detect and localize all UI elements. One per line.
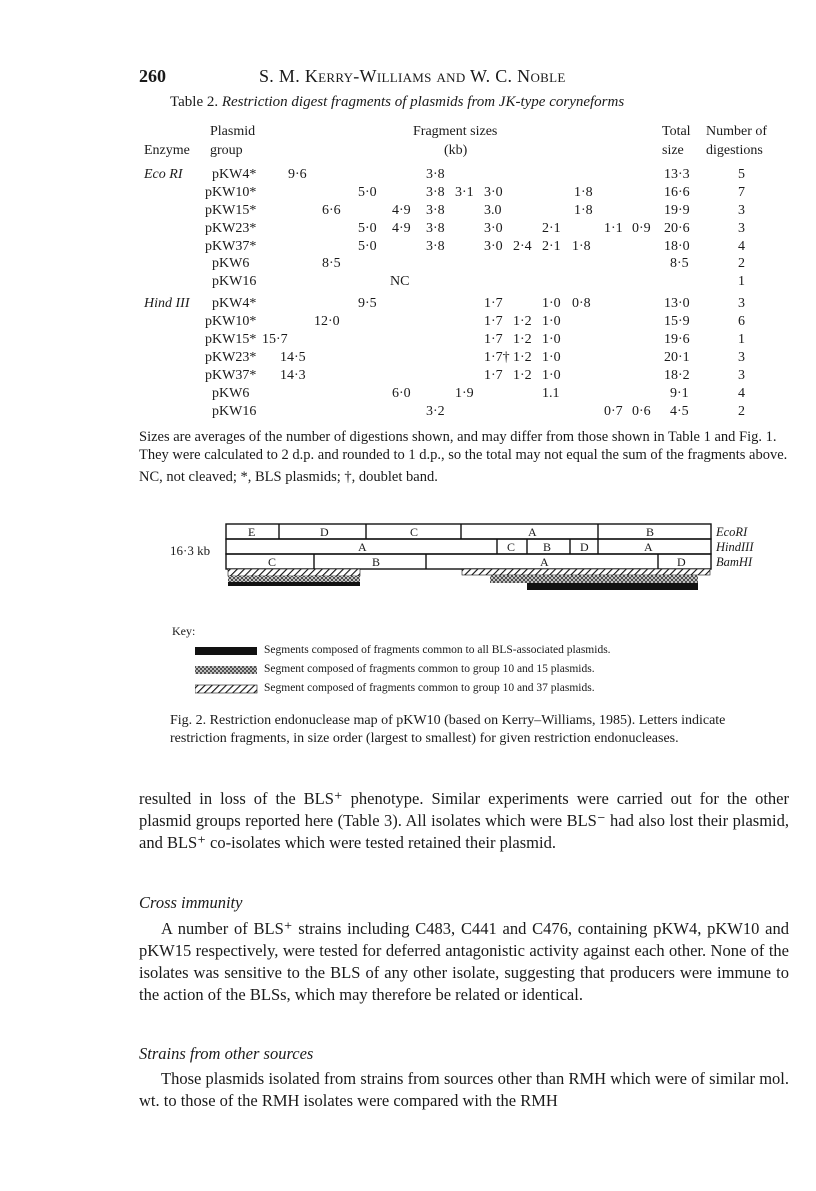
total-cell: 18·0	[664, 239, 690, 254]
fragment-cell: 1·1	[604, 221, 623, 236]
count-cell: 4	[738, 239, 745, 254]
fragment-cell: 14·5	[280, 350, 306, 365]
fragment-cell: 1·0	[542, 314, 561, 329]
hindiii-bar	[226, 539, 711, 554]
key-title: Key:	[172, 624, 196, 638]
plasmid-cell: pKW23*	[205, 350, 257, 365]
total-cell: 15·9	[664, 314, 690, 329]
fragment-cell: 1·7†	[484, 350, 510, 365]
fragment-cell: 1·0	[542, 296, 561, 311]
table-caption-prefix: Table 2.	[170, 94, 219, 110]
table-caption-title: Restriction digest fragments of plasmids from JK-type coryneforms	[221, 94, 625, 110]
section-heading: Strains from other sources	[139, 1044, 314, 1063]
fragment-cell: 9·6	[288, 167, 307, 182]
bamhi-bar	[226, 554, 711, 569]
segment-group-10-37	[462, 569, 710, 575]
fragment-cell: 3·8	[426, 185, 445, 200]
total-cell: 19·9	[664, 203, 690, 218]
fragment-cell: 1·8	[572, 239, 591, 254]
key-swatches	[195, 645, 259, 697]
fragment-cell: 3·2	[426, 404, 445, 419]
fragment-cell: 2·1	[542, 239, 561, 254]
fragment-letter: A	[358, 540, 367, 554]
fragment-cell: 1·0	[542, 368, 561, 383]
count-cell: 5	[738, 167, 745, 182]
fragment-cell: 8·5	[322, 256, 341, 271]
total-cell: 13·3	[664, 167, 690, 182]
fragment-cell: 3·0	[484, 185, 503, 200]
fragment-cell: 1·2	[513, 332, 532, 347]
total-cell: 16·6	[664, 185, 690, 200]
count-cell: 2	[738, 404, 745, 419]
header-fragment-1: Fragment sizes	[413, 124, 498, 139]
fragment-cell: 1·9	[455, 386, 474, 401]
ecori-bar	[226, 524, 711, 539]
fragment-cell: 0·6	[632, 404, 651, 419]
segment-common-all-bls	[527, 583, 698, 590]
enzyme-label: Eco RI	[144, 167, 183, 182]
plasmid-cell: pKW15*	[205, 203, 257, 218]
plasmid-cell: pKW10*	[205, 314, 257, 329]
table-caption	[170, 94, 624, 111]
table-legend-note: NC, not cleaved; *, BLS plasmids; †, doublet band.	[139, 469, 438, 485]
fragment-cell: 0·9	[632, 221, 651, 236]
plasmid-cell: pKW4*	[212, 296, 257, 311]
segment-group-10-15	[490, 575, 698, 583]
body-paragraph: resulted in loss of the BLS⁺ phenotype. Similar experiments were carried out for the other plasmid groups reported here (Table 3). All isolates which were BLS⁻ had also lost their plasmid, and BLS⁺ co-isolates which were tested retained their plasmid.	[139, 789, 789, 852]
plasmid-cell: pKW4*	[212, 167, 257, 182]
fragment-letter: C	[507, 540, 516, 554]
total-cell: 18·2	[664, 368, 690, 383]
fragment-cell: 1·7	[484, 368, 503, 383]
header-plasmid-1: Plasmid	[210, 124, 256, 139]
count-cell: 6	[738, 314, 745, 329]
segment-group-10-37	[228, 569, 360, 576]
fragment-cell: 3·0	[484, 239, 503, 254]
fragment-cell: 4·9	[392, 203, 411, 218]
segment-common-all-bls	[228, 582, 360, 586]
count-cell: 3	[738, 221, 745, 236]
figure-caption: Fig. 2. Restriction endonuclease map of pKW10 (based on Kerry–Williams, 1985). Letters indicate restriction fragments, in size order (largest to smallest) for given restriction endonucleases.	[170, 713, 726, 746]
header-total-1: Total	[662, 124, 691, 139]
count-cell: 3	[738, 203, 745, 218]
plasmid-cell: pKW23*	[205, 221, 257, 236]
fragment-letter: D	[320, 525, 329, 539]
fragment-cell: 9·5	[358, 296, 377, 311]
count-cell: 2	[738, 256, 745, 271]
key-item: Segment composed of fragments common to group 10 and 37 plasmids.	[264, 682, 595, 694]
fragment-cell: 1·0	[542, 350, 561, 365]
count-cell: 4	[738, 386, 745, 401]
fragment-letter: E	[248, 525, 256, 539]
fragment-cell: 15·7	[262, 332, 288, 347]
fragment-cell: 5·0	[358, 221, 377, 236]
count-cell: 3	[738, 350, 745, 365]
fragment-letter: A	[528, 525, 537, 539]
fragment-cell: 3·8	[426, 221, 445, 236]
total-cell: 9·1	[670, 386, 689, 401]
count-cell: 3	[738, 296, 745, 311]
plasmid-cell: pKW6	[212, 256, 250, 271]
enzyme-row-label: EcoRI	[716, 525, 748, 539]
fragment-cell: 1·0	[542, 332, 561, 347]
fragment-cell: 3·0	[484, 221, 503, 236]
fragment-cell: 1·7	[484, 314, 503, 329]
fragment-letter: D	[580, 540, 589, 554]
total-cell: 20·1	[664, 350, 690, 365]
fragment-cell: 2·1	[542, 221, 561, 236]
fragment-cell: 1·7	[484, 296, 503, 311]
enzyme-label: Hind III	[144, 296, 190, 311]
fragment-cell: NC	[390, 274, 410, 289]
header-total-2: size	[662, 143, 684, 158]
count-cell: 1	[738, 332, 745, 347]
segment-group-10-15	[228, 576, 360, 582]
fragment-cell: 6·0	[392, 386, 411, 401]
total-cell: 13·0	[664, 296, 690, 311]
fragment-cell: 0·8	[572, 296, 591, 311]
total-cell: 19·6	[664, 332, 690, 347]
count-cell: 1	[738, 274, 745, 289]
fragment-cell: 5·0	[358, 185, 377, 200]
fragment-cell: 12·0	[314, 314, 340, 329]
body-paragraph: Those plasmids isolated from strains from sources other than RMH which were of similar mol. wt. to those of the RMH isolates were compared with the RMH	[139, 1069, 789, 1110]
header-plasmid-2: group	[210, 143, 243, 158]
plasmid-cell: pKW37*	[205, 239, 257, 254]
key-item: Segment composed of fragments common to group 10 and 15 plasmids.	[264, 663, 595, 675]
plasmid-cell: pKW37*	[205, 368, 257, 383]
plasmid-cell: pKW6	[212, 386, 250, 401]
total-cell: 4·5	[670, 404, 689, 419]
fragment-cell: 3·1	[455, 185, 474, 200]
fragment-cell: 1.1	[542, 386, 560, 401]
fragment-cell: 3·8	[426, 239, 445, 254]
page-number: 260	[139, 66, 166, 86]
enzyme-row-label: BamHI	[716, 555, 753, 569]
section-heading: Cross immunity	[139, 893, 243, 912]
plasmid-cell: pKW16	[212, 274, 257, 289]
plasmid-size-label: 16·3 kb	[170, 543, 211, 558]
fragment-cell: 1·2	[513, 314, 532, 329]
fragment-cell: 4·9	[392, 221, 411, 236]
fragment-cell: 3·8	[426, 203, 445, 218]
running-title: S. M. Kerry-Williams and W. C. Noble	[259, 66, 566, 86]
count-cell: 3	[738, 368, 745, 383]
table-footnote: Sizes are averages of the number of digestions shown, and may differ from those shown in Table 1 and Fig. 1. They were calculated to 2 d.p. and rounded to 1 d.p., so the total may not equal the sum of the fragments above.	[139, 429, 788, 463]
fragment-cell: 14·3	[280, 368, 306, 383]
fragment-letter: B	[543, 540, 552, 554]
plasmid-cell: pKW16	[212, 404, 257, 419]
key-swatch-hatch	[195, 685, 257, 693]
page-header	[139, 66, 779, 92]
fragment-letter: B	[372, 555, 381, 569]
fragment-cell: 1·2	[513, 350, 532, 365]
fragment-letter: B	[646, 525, 655, 539]
fragment-cell: 1·7	[484, 332, 503, 347]
fragment-letter: A	[644, 540, 653, 554]
fragment-cell: 5·0	[358, 239, 377, 254]
fragment-cell: 3.0	[484, 203, 502, 218]
body-paragraph: A number of BLS⁺ strains including C483, C441 and C476, containing pKW4, pKW10 and pKW15 respectively, were tested for deferred antagonistic activity against each other. None of the isolates was sensitive to the BLS of any other isolate, suggesting that producers were immune to the action of the BLSs, which may therefore be related or identical.	[139, 919, 789, 1004]
fragment-cell: 3·8	[426, 167, 445, 182]
header-enzyme: Enzyme	[144, 143, 190, 158]
fragment-cell: 1·8	[574, 185, 593, 200]
count-cell: 7	[738, 185, 745, 200]
fragment-cell: 0·7	[604, 404, 623, 419]
fragment-letter: D	[677, 555, 686, 569]
key-item: Segments composed of fragments common to all BLS-associated plasmids.	[264, 644, 611, 656]
fragment-cell: 1·8	[574, 203, 593, 218]
fragment-letter: A	[540, 555, 549, 569]
header-number-1: Number of	[706, 124, 768, 139]
header-fragment-2: (kb)	[444, 143, 468, 158]
enzyme-row-label: HindIII	[716, 540, 754, 554]
fragment-cell: 1·2	[513, 368, 532, 383]
key-swatch-cross	[195, 666, 257, 674]
total-cell: 20·6	[664, 221, 690, 236]
total-cell: 8·5	[670, 256, 689, 271]
fragment-cell: 2·4	[513, 239, 532, 254]
header-number-2: digestions	[706, 143, 763, 158]
fragment-letter: C	[410, 525, 419, 539]
fragment-letter: C	[268, 555, 277, 569]
plasmid-cell: pKW10*	[205, 185, 257, 200]
plasmid-cell: pKW15*	[205, 332, 257, 347]
fragment-cell: 6·6	[322, 203, 341, 218]
key-swatch-solid	[195, 647, 257, 655]
